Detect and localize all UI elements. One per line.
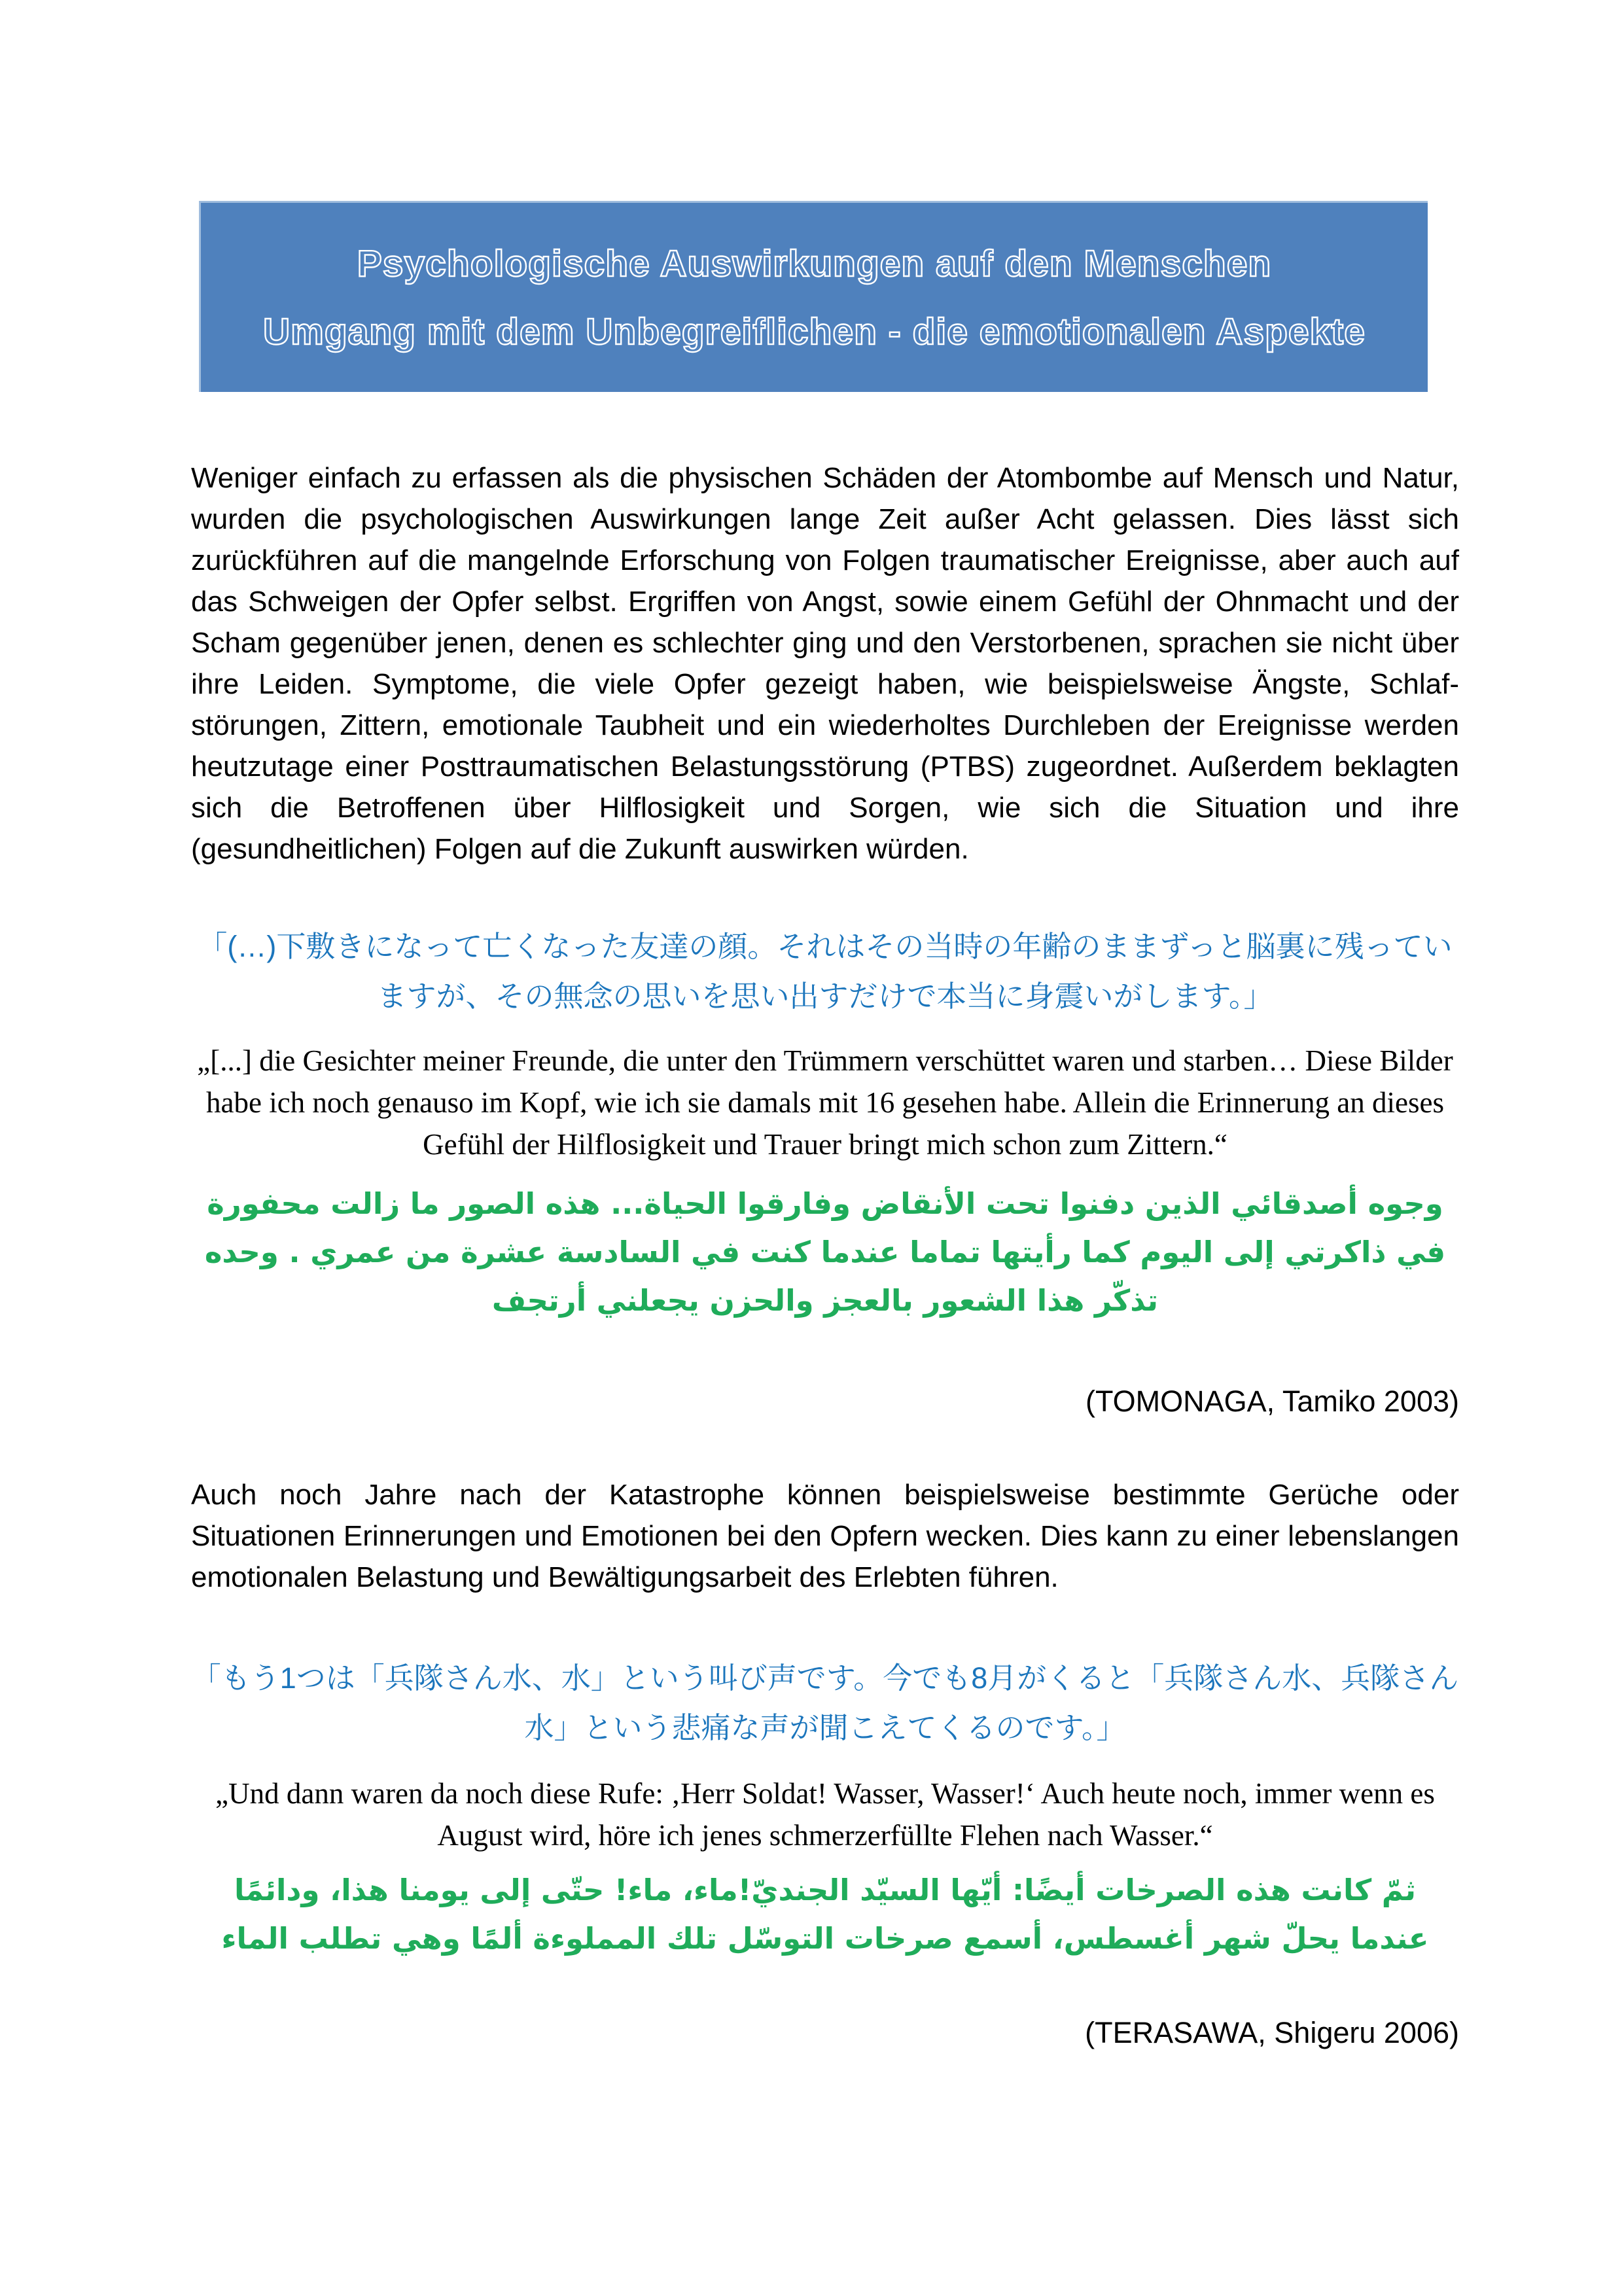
banner-title-line1: Psychologische Auswirkungen auf den Menschen [357,242,1272,285]
paragraph-second: Auch noch Jahre nach der Katastrophe können beispielsweise bestimmte Gerüche oder Situationen Erinnerungen und Emotionen bei den Opfern wecken. Dies kann zu einer lebenslangen emotionalen Belastung und Bewältigungsarbeit des Erlebten führen. [191,1479,1459,1593]
page-content [191,201,1459,2053]
attribution-tomonaga: (TOMONAGA, Tamiko 2003) [1085,1385,1459,1418]
quote1-german-translation: „[...] die Gesichter meiner Freunde, die unter den Trümmern verschüttet waren und starben… Diese Bilder habe ich noch genauso im Kopf, wie ich sie damals mit 16 gesehen habe. Allein die Erinnerung an dieses Gefühl der Hilflosigkeit und Trauer bringt mich schon zum Zittern.“ [197,1044,1453,1161]
banner-title-line2: Umgang mit dem Unbegreiflichen - die emotionalen Aspekte [263,310,1366,353]
title-banner [199,201,1428,392]
quote2-arabic-translation: ثمّ كانت هذه الصرخات أيضًا: أيّها السيّد الجنديّ!ماء، ماء! حتّى إلى يومنا هذا، ودائمًا عندما يحلّ شهر أغسطس، أسمع صرخات التوسّل تلك المملوءة ألمًا وهي تطلب الماء [221,1873,1429,1956]
quote2-japanese: 「もう1つは「兵隊さん水、水」という叫び声です。今でも8月がくると「兵隊さん水、兵隊さん水」という悲痛な声が聞こえてくるのです。」 [191,1661,1459,1744]
quote2-german-translation: „Und dann waren da noch diese Rufe: ‚Herr Soldat! Wasser, Wasser!‘ Auch heute noch, immer wenn es August wird, höre ich jenes schmerzerfüllte Flehen nach Wasser.“ [215,1777,1435,1852]
attribution-terasawa: (TERASAWA, Shigeru 2006) [1085,2016,1459,2049]
quote1-japanese: 「(…)下敷きになって亡くなった友達の顔。それはその当時の年齢のままずっと脳裏に残っていますが、その無念の思いを思い出すだけで本当に身震いがします。」 [198,930,1453,1013]
quote1-arabic-translation: وجوه أصدقائي الذين دفنوا تحت الأنقاض وفارقوا الحياة... هذه الصور ما زالت محفورة في ذاكرتي إلى اليوم كما رأيتها تماما عندما كنت في السادسة عشرة من عمري . وحده تذكّر هذا الشعور بالعجز والحزن يجعلني أرتجف [204,1186,1446,1318]
paragraph-intro: Weniger einfach zu erfassen als die physischen Schäden der Atombombe auf Mensch und Natur, wurden die psychologischen Auswirkungen lange Zeit außer Acht gelassen. Dies lässt sich zurückführen auf die mangelnde Erforschung von Folgen traumatischer Ereignisse, aber auch auf das Schweigen der Opfer selbst. Ergriffen von Angst, sowie einem Gefühl der Ohnmacht und der Scham gegenüber jenen, denen es schlechter ging und den Verstorbenen, sprachen sie nicht über ihre Leiden. Symptome, die viele Opfer gezeigt haben, wie beispielsweise Ängste, Schlaf-störungen, Zittern, emotionale Taubheit und ein wiederholtes Durchleben der Ereignisse werden heutzutage einer Posttraumatischen Belastungsstörung (PTBS) zugeordnet. Außerdem beklagten sich die Betroffenen über Hilflosigkeit und Sorgen, wie sich die Situation und ihre (gesundheitlichen) Folgen auf die Zukunft auswirken würden. [191,462,1459,865]
